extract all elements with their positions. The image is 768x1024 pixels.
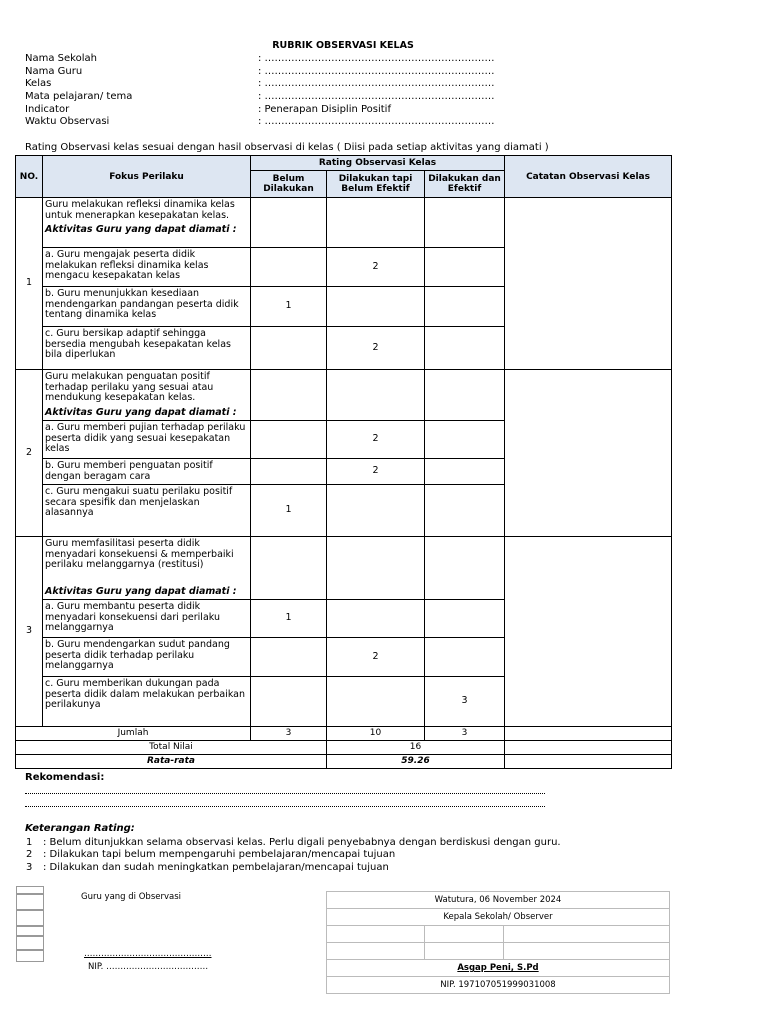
meta-label-subject: Mata pelajaran/ tema xyxy=(25,91,133,102)
grid-cell xyxy=(16,936,44,950)
sum-not-done: 3 xyxy=(251,727,327,741)
sum-done-ineffective: 10 xyxy=(327,727,425,741)
activity-item: a. Guru memberi pujian terhadap perilaku peserta didik yang sesuai kesepakatan kelas xyxy=(43,421,251,459)
notes-cell[interactable] xyxy=(505,198,672,370)
header-not-done: Belum Dilakukan xyxy=(251,171,327,198)
rating-done-ineffective[interactable] xyxy=(327,600,425,638)
empty-cell xyxy=(505,755,672,769)
rating-done-ineffective[interactable]: 2 xyxy=(327,421,425,459)
rating-cell xyxy=(327,537,425,600)
rating-done-effective[interactable] xyxy=(425,248,505,287)
legend-number: 1 xyxy=(26,837,33,848)
rating-done-effective[interactable] xyxy=(425,287,505,327)
empty-cell xyxy=(505,741,672,755)
legend-number: 2 xyxy=(26,849,33,860)
rating-done-ineffective[interactable]: 2 xyxy=(327,459,425,485)
rating-not-done[interactable] xyxy=(251,327,327,370)
grid-cell xyxy=(16,950,44,962)
meta-value-indicator: : Penerapan Disiplin Positif xyxy=(258,104,391,115)
grid-cell xyxy=(504,943,670,960)
average-label: Rata-rata xyxy=(16,755,327,769)
rating-done-effective[interactable] xyxy=(425,459,505,485)
rating-done-effective[interactable] xyxy=(425,485,505,537)
activity-item: b. Guru menunjukkan kesediaan mendengarkan pandangan peserta didik tentang dinamika kelas xyxy=(43,287,251,327)
observer-signature-grid xyxy=(326,891,670,994)
average-value: 59.26 xyxy=(327,755,505,769)
activity-item: c. Guru mengakui suatu perilaku positif secara spesifik dan menjelaskan alasannya xyxy=(43,485,251,537)
rating-not-done[interactable]: 1 xyxy=(251,485,327,537)
rating-cell xyxy=(251,198,327,248)
section-intro-text: Guru memfasilitasi peserta didik menyadari konsekuensi & memperbaiki perilaku melanggarnya (restitusi) xyxy=(45,538,234,570)
section-intro-text: Guru melakukan penguatan positif terhadap perilaku yang sesuai atau mendukung kesepakatan kelas. xyxy=(45,371,214,403)
rating-not-done[interactable] xyxy=(251,638,327,677)
recommendation-label: Rekomendasi: xyxy=(25,772,105,783)
activity-item: b. Guru mendengarkan sudut pandang peserta didik terhadap perilaku melanggarnya xyxy=(43,638,251,677)
activity-item: b. Guru memberi penguatan positif dengan beragam cara xyxy=(43,459,251,485)
page-title: RUBRIK OBSERVASI KELAS xyxy=(272,40,414,51)
rating-cell xyxy=(251,537,327,600)
rating-done-effective[interactable] xyxy=(425,600,505,638)
activity-item: c. Guru bersikap adaptif sehingga bersedia mengubah kesepakatan kelas bila diperlukan xyxy=(43,327,251,370)
grid-cell xyxy=(16,894,44,910)
rating-cell xyxy=(327,198,425,248)
teacher-signature-line: ……………………………………… xyxy=(84,949,212,959)
activity-label: Aktivitas Guru yang dapat diamati : xyxy=(45,585,237,597)
activity-item: a. Guru mengajak peserta didik melakukan refleksi dinamika kelas mengacu kesepakatan kelas xyxy=(43,248,251,287)
observer-title: Kepala Sekolah/ Observer xyxy=(327,909,670,926)
section-number: 3 xyxy=(16,537,43,727)
rating-not-done[interactable] xyxy=(251,248,327,287)
grid-cell xyxy=(16,926,44,936)
rating-not-done[interactable] xyxy=(251,677,327,727)
notes-cell[interactable] xyxy=(505,537,672,727)
notes-cell[interactable] xyxy=(505,370,672,537)
meta-value-subject: : …………………………………………………………… xyxy=(258,91,495,102)
total-label: Total Nilai xyxy=(16,741,327,755)
rating-done-effective[interactable] xyxy=(425,421,505,459)
header-rating: Rating Observasi Kelas xyxy=(251,156,505,171)
total-value: 16 xyxy=(327,741,505,755)
empty-cell xyxy=(505,727,672,741)
rating-done-effective[interactable] xyxy=(425,638,505,677)
section-number: 1 xyxy=(16,198,43,370)
meta-label-teacher: Nama Guru xyxy=(25,66,83,77)
section-intro xyxy=(43,370,251,421)
rating-done-ineffective[interactable] xyxy=(327,677,425,727)
header-notes: Catatan Observasi Kelas xyxy=(505,156,672,198)
legend-number: 3 xyxy=(26,862,33,873)
rating-not-done[interactable] xyxy=(251,459,327,485)
grid-cell xyxy=(504,926,670,943)
grid-cell xyxy=(424,926,504,943)
grid-cell xyxy=(424,943,504,960)
recommendation-line[interactable] xyxy=(25,793,545,794)
meta-value-time: : …………………………………………………………… xyxy=(258,116,495,127)
grid-cell xyxy=(16,910,44,926)
place-date: Watutura, 06 November 2024 xyxy=(327,892,670,909)
rating-cell xyxy=(425,370,505,421)
teacher-signature-title: Guru yang di Observasi xyxy=(81,892,182,902)
rating-done-ineffective[interactable] xyxy=(327,485,425,537)
rating-done-ineffective[interactable]: 2 xyxy=(327,638,425,677)
header-focus: Fokus Perilaku xyxy=(43,156,251,198)
rating-cell xyxy=(425,537,505,600)
rating-done-ineffective[interactable]: 2 xyxy=(327,327,425,370)
meta-value-teacher: : …………………………………………………………… xyxy=(258,66,495,77)
rating-not-done[interactable]: 1 xyxy=(251,287,327,327)
grid-cell xyxy=(327,943,425,960)
rating-cell xyxy=(327,370,425,421)
activity-label: Aktivitas Guru yang dapat diamati : xyxy=(45,224,237,235)
rubric-table xyxy=(15,155,672,769)
header-done-effective: Dilakukan dan Efektif xyxy=(425,171,505,198)
meta-value-class: : …………………………………………………………… xyxy=(258,78,495,89)
observer-name: Asgap Peni, S.Pd xyxy=(327,960,670,977)
rating-cell xyxy=(425,198,505,248)
meta-value-school: : …………………………………………………………… xyxy=(258,53,495,64)
section-number: 2 xyxy=(16,370,43,537)
observer-nip: NIP. 197107051999031008 xyxy=(327,977,670,994)
rating-done-effective[interactable]: 3 xyxy=(425,677,505,727)
sum-done-effective: 3 xyxy=(425,727,505,741)
meta-label-school: Nama Sekolah xyxy=(25,53,97,64)
rating-done-ineffective[interactable] xyxy=(327,287,425,327)
rating-legend-title: Keterangan Rating: xyxy=(25,823,135,834)
sum-label: Jumlah xyxy=(16,727,251,741)
activity-label: Aktivitas Guru yang dapat diamati : xyxy=(45,406,237,418)
rating-done-ineffective[interactable]: 2 xyxy=(327,248,425,287)
grid-cell xyxy=(327,926,425,943)
teacher-nip: NIP. ……………………………… xyxy=(88,962,209,972)
rating-cell xyxy=(251,370,327,421)
activity-item: a. Guru membantu peserta didik menyadari konsekuensi dari perilaku melanggarnya xyxy=(43,600,251,638)
section-intro xyxy=(43,537,251,600)
header-done-ineffective: Dilakukan tapi Belum Efektif xyxy=(327,171,425,198)
meta-label-class: Kelas xyxy=(25,78,52,89)
section-intro-text: Guru melakukan refleksi dinamika kelas untuk menerapkan kesepakatan kelas. xyxy=(45,199,235,221)
header-no: NO. xyxy=(16,156,43,198)
meta-label-indicator: Indicator xyxy=(25,104,70,115)
section-intro xyxy=(43,198,251,248)
rating-done-effective[interactable] xyxy=(425,327,505,370)
grid-cell xyxy=(16,886,44,894)
rating-instructions: Rating Observasi kelas sesuai dengan hasil observasi di kelas ( Diisi pada setiap aktivitas yang diamati ) xyxy=(25,142,549,153)
activity-item: c. Guru memberikan dukungan pada peserta didik dalam melakukan perbaikan perilakunya xyxy=(43,677,251,727)
rating-not-done[interactable]: 1 xyxy=(251,600,327,638)
recommendation-line[interactable] xyxy=(25,806,545,807)
legend-text: : Dilakukan dan sudah meningkatkan pembelajaran/mencapai tujuan xyxy=(43,862,389,873)
rating-not-done[interactable] xyxy=(251,421,327,459)
legend-text: : Belum ditunjukkan selama observasi kelas. Perlu digali penyebabnya dengan berdiskusi dengan guru. xyxy=(43,837,561,848)
meta-label-time: Waktu Observasi xyxy=(25,116,110,127)
legend-text: : Dilakukan tapi belum mempengaruhi pembelajaran/mencapai tujuan xyxy=(43,849,396,860)
